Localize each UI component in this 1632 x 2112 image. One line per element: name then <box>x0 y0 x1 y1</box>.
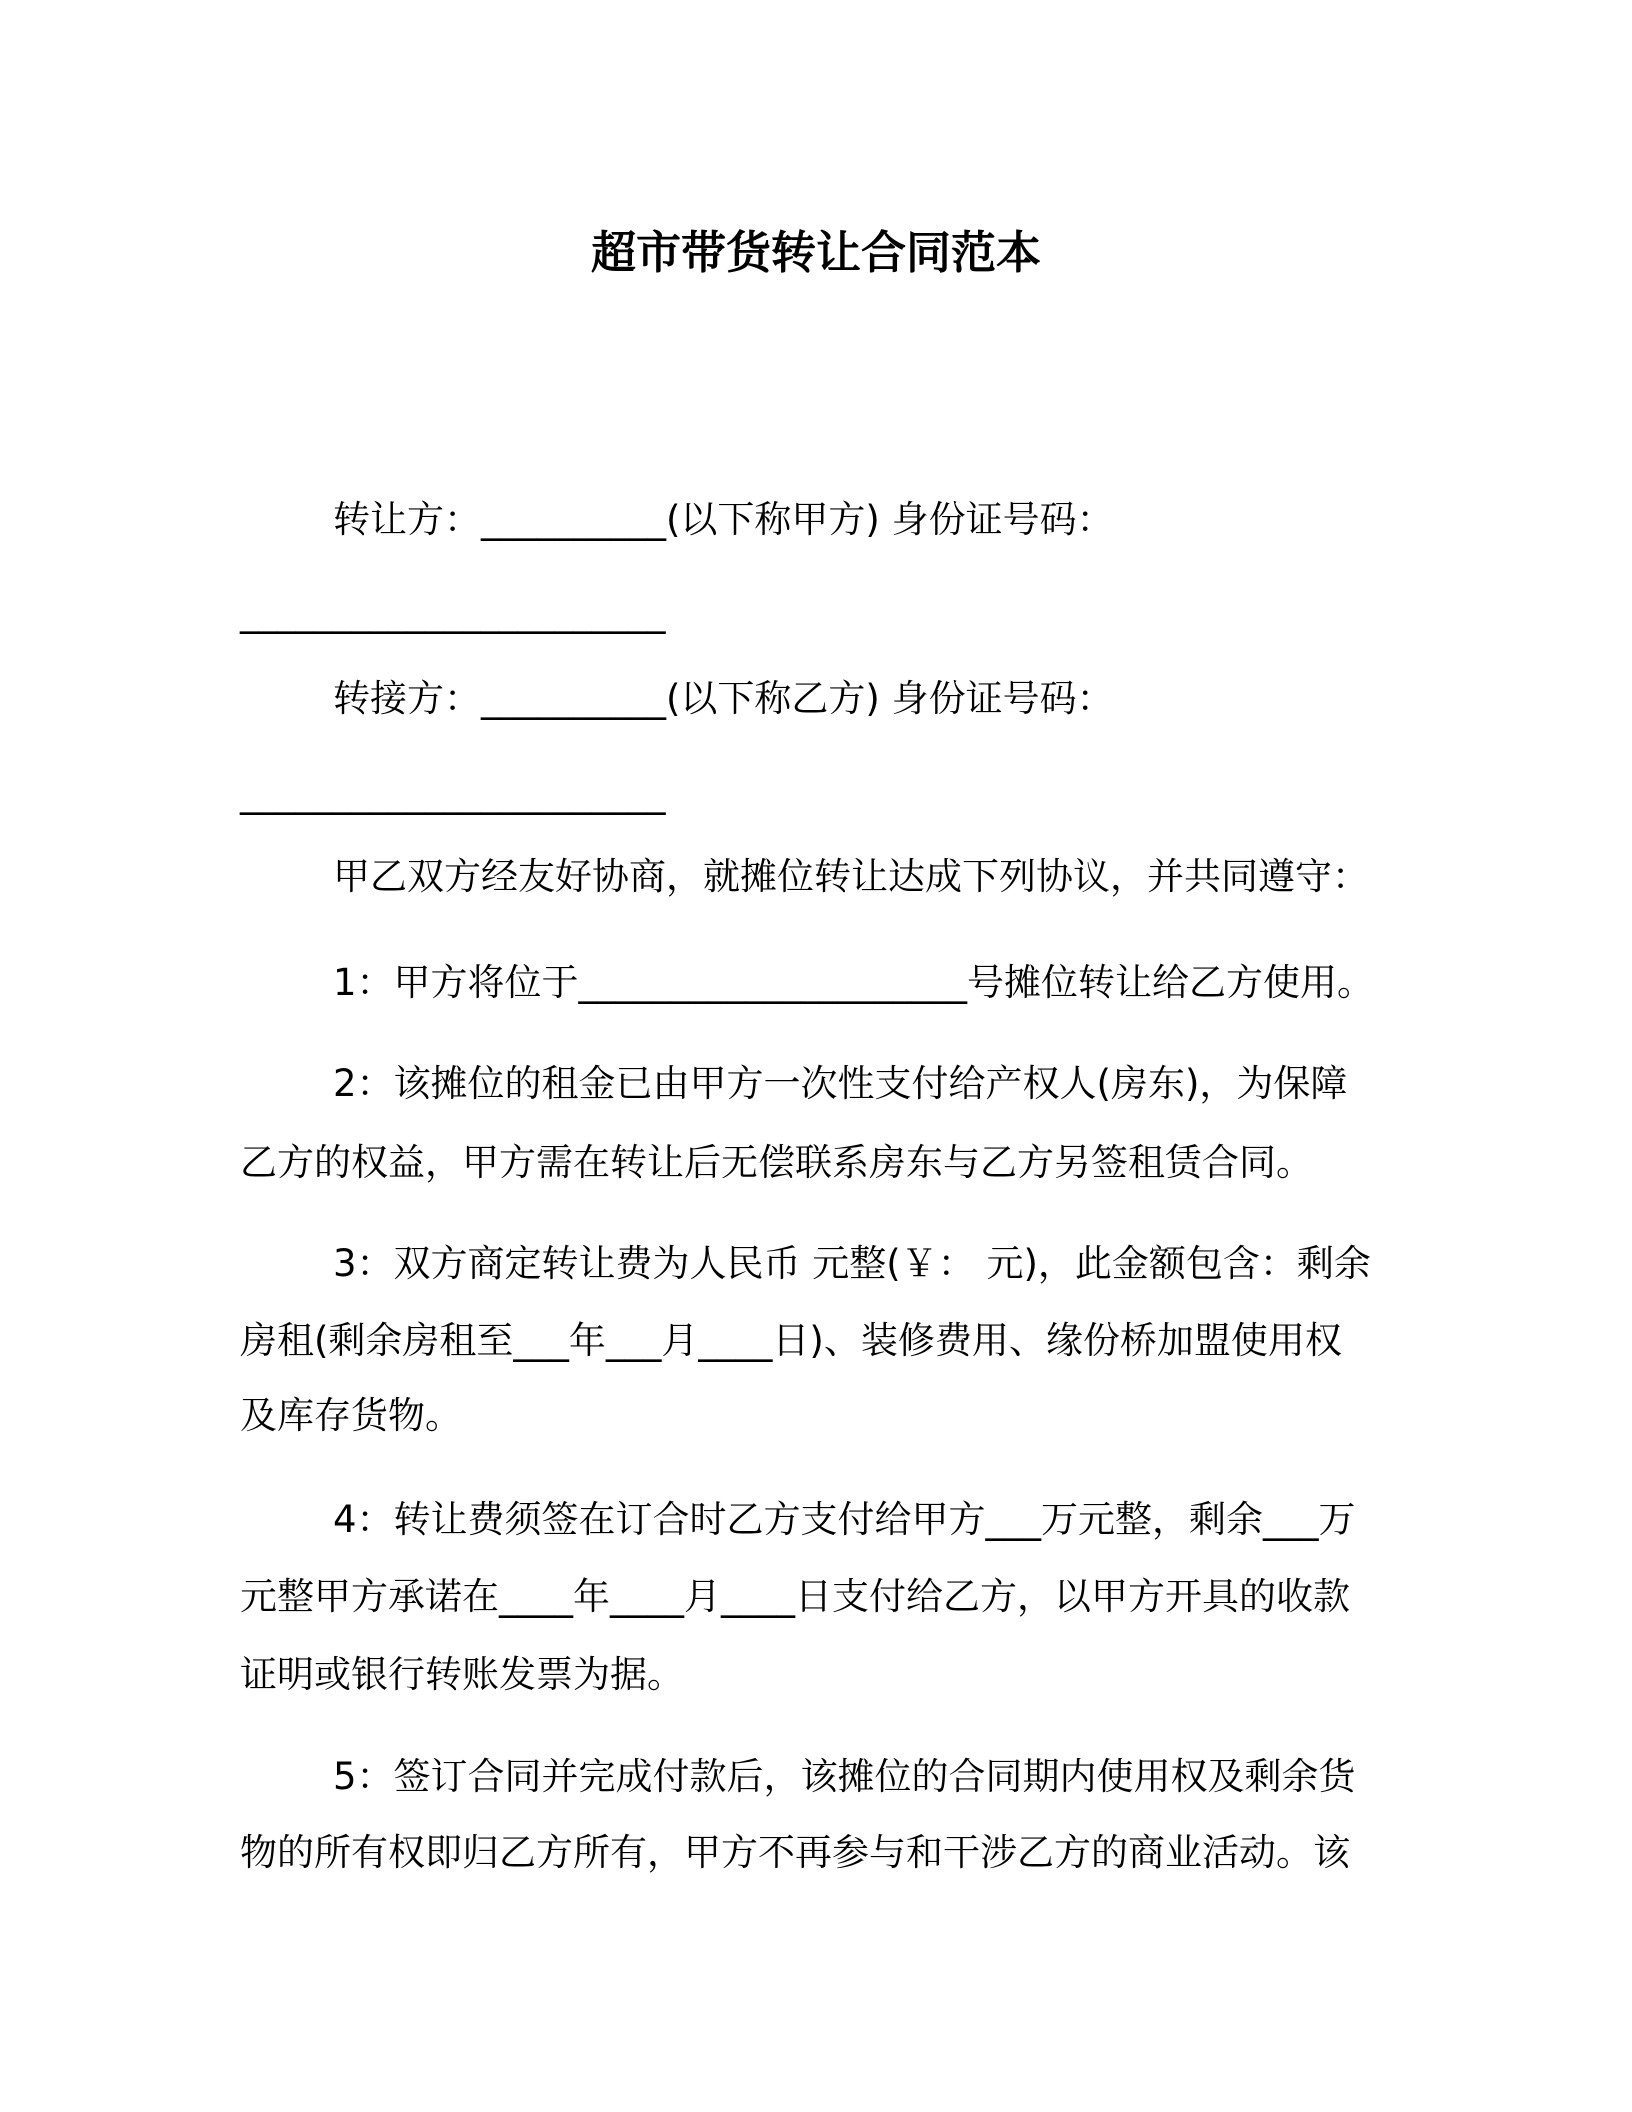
clause-1-line-1: 1：甲方将位于_____________________号摊位转让给乙方使用。 <box>333 961 1375 1004</box>
transferee-id-blank: _______________________ <box>240 772 666 815</box>
transferee-name-blank: __________ <box>481 677 666 720</box>
transferor-line <box>333 495 1114 545</box>
clause-5-line-2: 物的所有权即归乙方所有，甲方不再参与和干涉乙方的商业活动。该 <box>240 1831 1350 1874</box>
clause-3-line-1: 3：双方商定转让费为人民币 元整(￥： 元)，此金额包含：剩余 <box>333 1242 1371 1285</box>
document-title: 超市带货转让合同范本 <box>590 226 1041 279</box>
transferee-suffix: (以下称乙方) 身份证号码： <box>666 677 1114 720</box>
clause-2-line-2: 乙方的权益，甲方需在转让后无偿联系房东与乙方另签租赁合同。 <box>240 1141 1313 1184</box>
clause-4-line-3: 证明或银行转账发票为据。 <box>240 1653 684 1696</box>
clause-3-line-2: 房租(剩余房租至___年___月____日)、装修费用、缘份桥加盟使用权 <box>240 1319 1342 1362</box>
clause-4-line-2: 元整甲方承诺在____年____月____日支付给乙方，以甲方开具的收款 <box>240 1575 1350 1618</box>
clause-5-line-1: 5：签订合同并完成付款后，该摊位的合同期内使用权及剩余货 <box>333 1755 1356 1798</box>
clause-2-line-1: 2：该摊位的租金已由甲方一次性支付给产权人(房东)，为保障 <box>333 1062 1348 1105</box>
transferee-line <box>333 674 1114 724</box>
transferee-label: 转接方： <box>333 677 481 720</box>
clause-3-line-3: 及库存货物。 <box>240 1394 462 1437</box>
transferor-suffix: (以下称甲方) 身份证号码： <box>666 498 1114 541</box>
clause-4-line-1: 4：转让费须签在订合时乙方支付给甲方___万元整，剩余___万 <box>333 1498 1356 1541</box>
preamble: 甲乙双方经友好协商，就摊位转让达成下列协议，并共同遵守： <box>333 855 1369 898</box>
transferor-label: 转让方： <box>333 498 481 541</box>
transferor-id-blank: _______________________ <box>240 591 666 634</box>
transferor-name-blank: __________ <box>481 498 666 541</box>
